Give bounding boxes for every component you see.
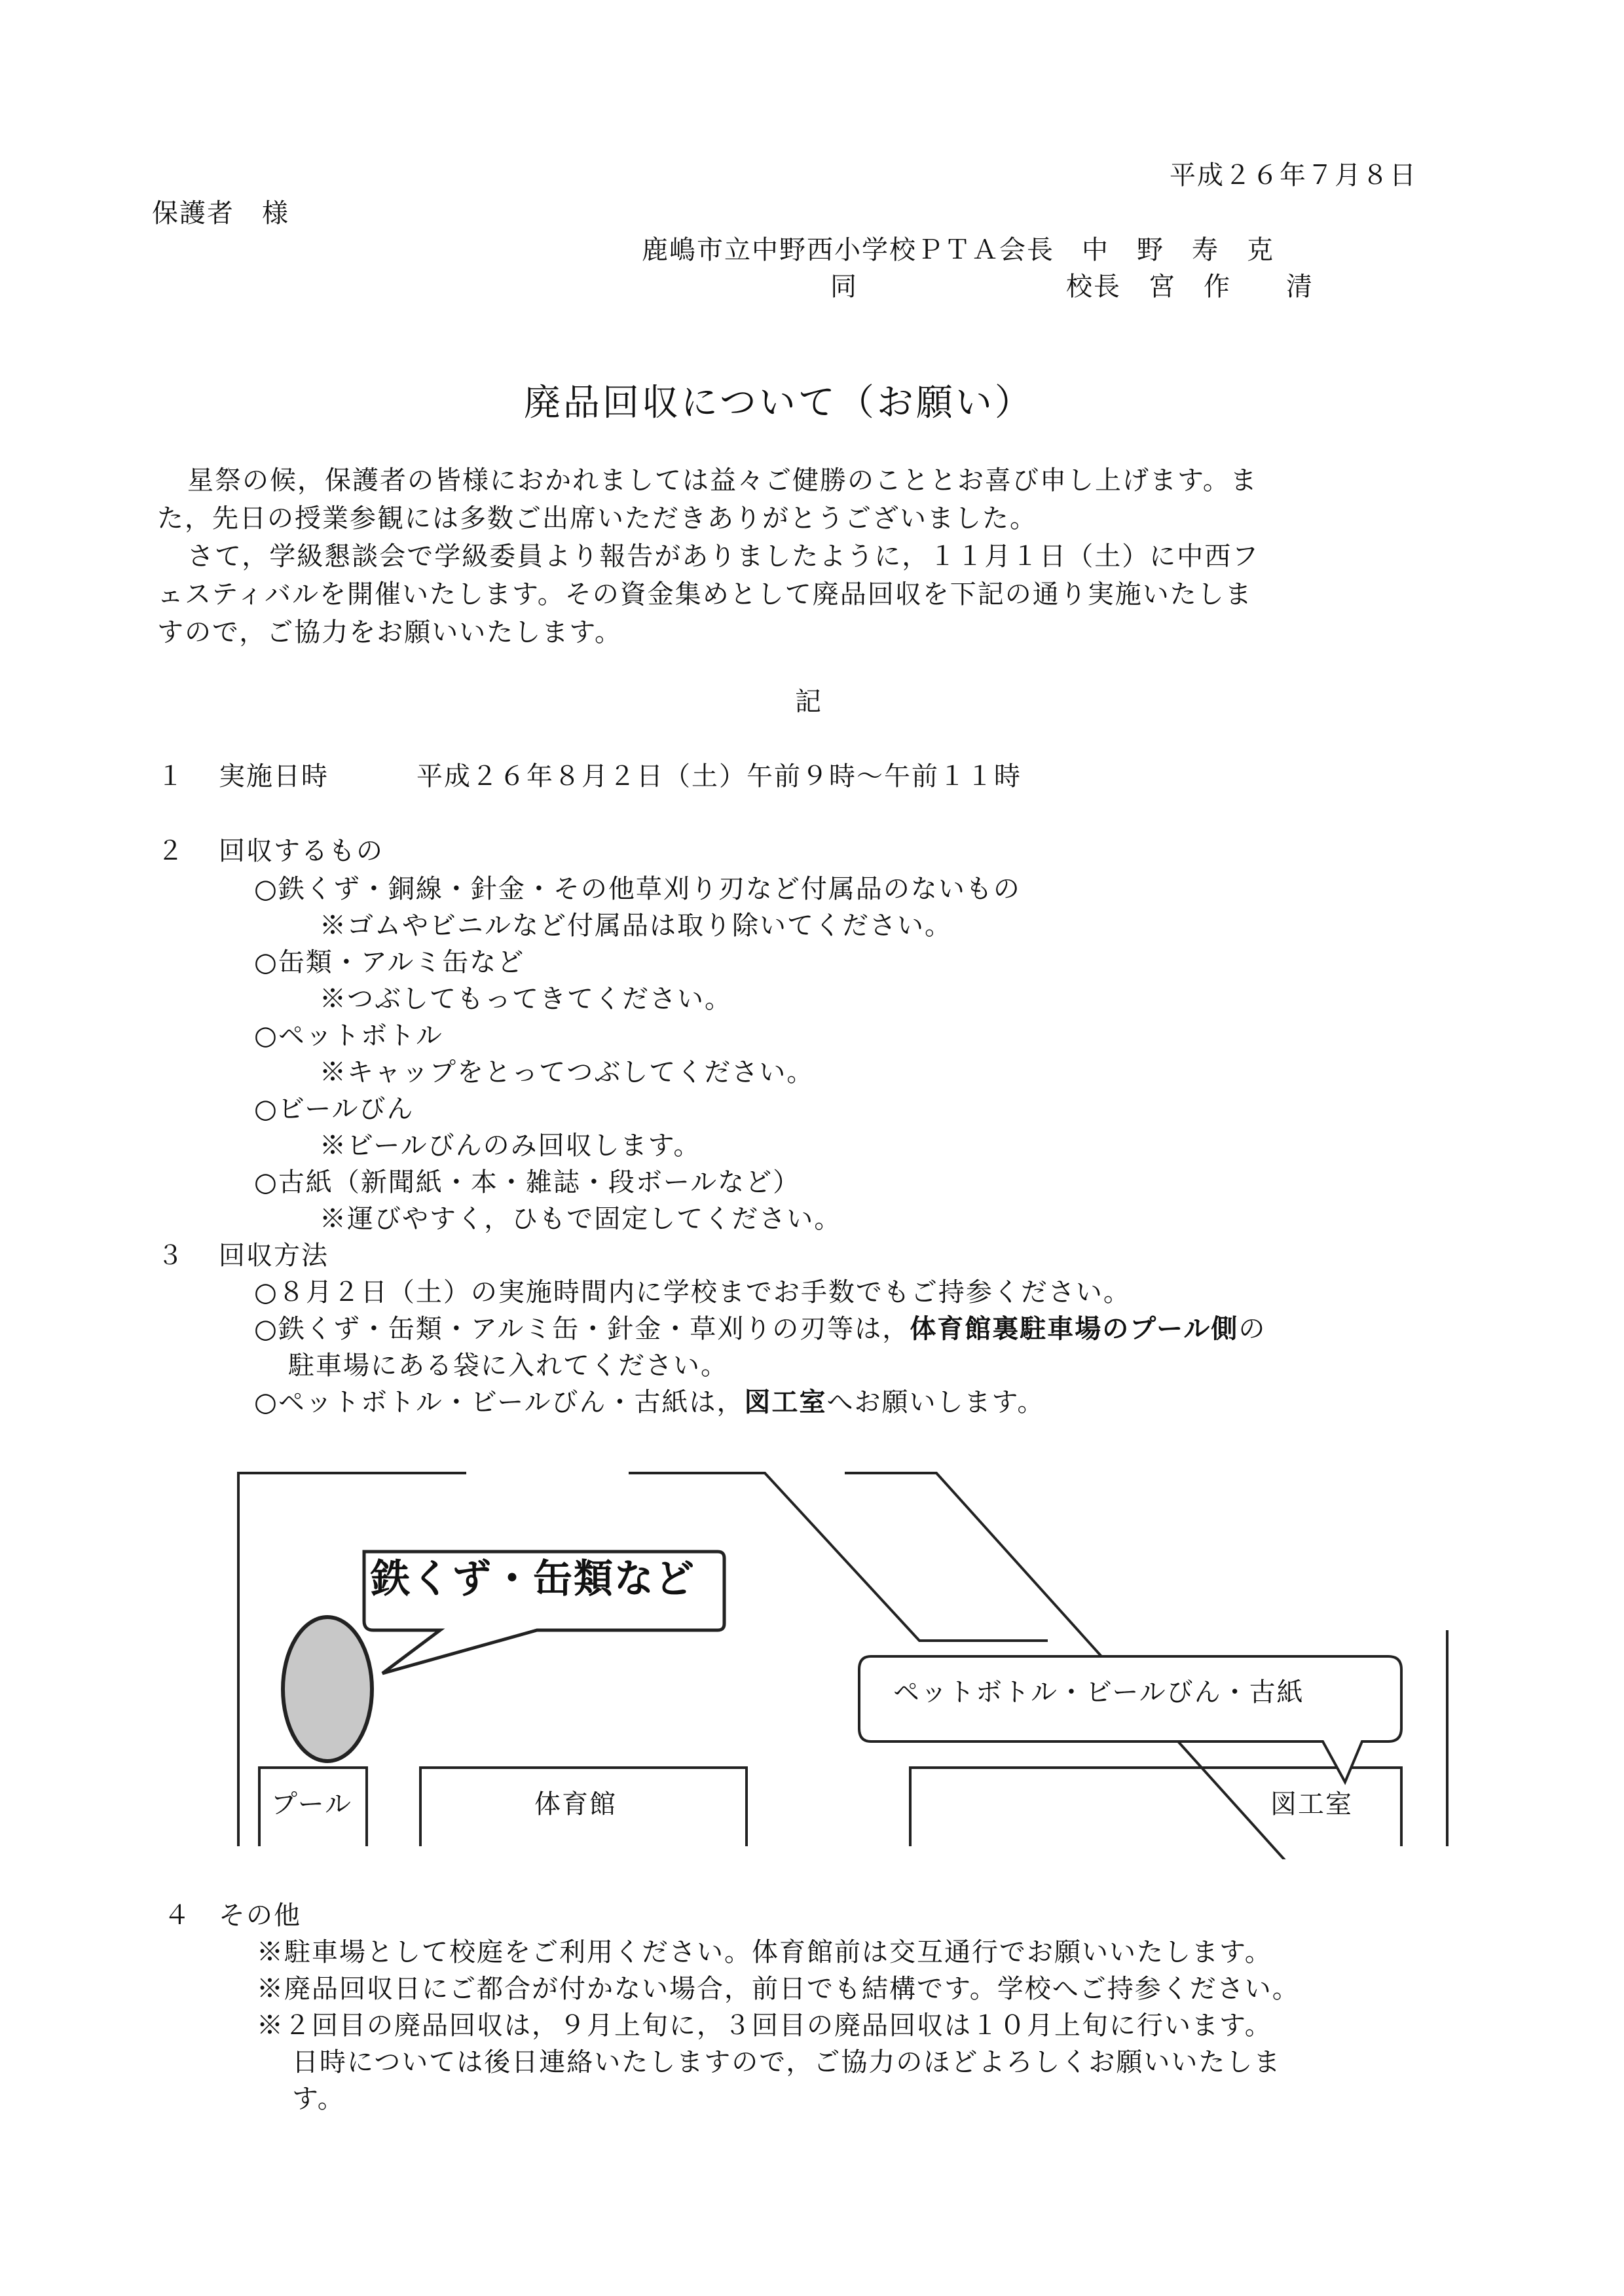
other-note1: ※駐車場として校庭をご利用ください。体育館前は交互通行でお願いいたします。 bbox=[257, 1937, 1272, 1967]
other-note2: ※廃品回収日にご都合が付かない場合，前日でも結構です。学校へご持参ください。 bbox=[257, 1974, 1300, 2004]
collect-note-cans: ※つぶしてもってきてください。 bbox=[320, 984, 732, 1014]
addressee: 保護者 様 bbox=[152, 198, 289, 228]
method-line1: ○８月２日（土）の実施時間内に学校までお手数でもご持参ください。 bbox=[254, 1277, 1131, 1307]
sender-pta-president: 鹿嶋市立中野西小学校ＰＴＡ会長 中 野 寿 克 bbox=[642, 235, 1274, 265]
map-label-art-room: 図工室 bbox=[1270, 1789, 1353, 1819]
section2-label: 回収するもの bbox=[219, 836, 384, 866]
collect-item-metal: ○鉄くず・銅線・針金・その他草刈り刃など付属品のないもの bbox=[254, 874, 1021, 904]
collect-note-pet: ※キャップをとってつぶしてください。 bbox=[320, 1057, 815, 1087]
section3-label: 回収方法 bbox=[219, 1241, 329, 1271]
other-note3-line2: 日時については後日連絡いたしますので，ご協力のほどよろしくお願いいたしま bbox=[292, 2047, 1282, 2077]
method-line3-emphasis: 図工室 bbox=[744, 1387, 827, 1417]
intro-p2-line1: さて，学級懇談会で学級委員より報告がありましたように，１１月１日（土）に中西フ bbox=[187, 541, 1260, 572]
section2-number: ２ bbox=[157, 836, 185, 866]
method-line2-pre: ○鉄くず・缶類・アルミ缶・針金・草刈りの刃等は， bbox=[254, 1314, 910, 1344]
collect-note-paper: ※運びやすく，ひもで固定してください。 bbox=[320, 1204, 842, 1234]
method-line3 bbox=[254, 1389, 1044, 1415]
section1-value: 平成２６年８月２日（土）午前９時～午前１１時 bbox=[416, 761, 1022, 792]
sender-same-mark: 同 bbox=[830, 272, 858, 302]
map-label-pool: プール bbox=[271, 1789, 352, 1819]
school-map-diagram bbox=[0, 1440, 1624, 1859]
method-line2-cont: 駐車場にある袋に入れてください。 bbox=[288, 1351, 728, 1381]
other-note3-line3: す。 bbox=[292, 2084, 345, 2114]
method-line2-post: の bbox=[1238, 1314, 1266, 1344]
section1-label: 実施日時 bbox=[219, 761, 329, 792]
map-callout-pet-label: ペットボトル・ビールびん・古紙 bbox=[893, 1677, 1304, 1707]
method-line3-post: へお願いします。 bbox=[826, 1387, 1045, 1417]
collect-item-cans: ○缶類・アルミ缶など bbox=[254, 947, 525, 977]
map-callout-metal-label: 鉄くず・缶類など bbox=[371, 1556, 695, 1602]
callout-pet-bubble bbox=[859, 1656, 1401, 1782]
collect-item-beer: ○ビールびん bbox=[254, 1094, 415, 1124]
intro-p2-line3: すので，ご協力をお願いいたします。 bbox=[157, 617, 622, 647]
method-line2 bbox=[254, 1313, 1266, 1344]
intro-p1-line2: た，先日の授業参観には多数ご出席いただきありがとうございました。 bbox=[157, 503, 1037, 534]
section4-number: ４ bbox=[164, 1901, 191, 1931]
ki-heading: 記 bbox=[795, 687, 822, 717]
intro-p2-line2: ェスティバルを開催いたします。その資金集めとして廃品回収を下記の通り実施いたしま bbox=[157, 579, 1253, 610]
section4-label: その他 bbox=[219, 1901, 301, 1931]
map-mask bbox=[1396, 1571, 1449, 1630]
other-note3-line1: ※２回目の廃品回収は，９月上旬に，３回目の廃品回収は１０月上旬に行います。 bbox=[257, 2011, 1272, 2041]
intro-p1-line1: 星祭の候，保護者の皆様におかれましては益々ご健勝のこととお喜び申し上げます。ま bbox=[187, 465, 1258, 496]
collect-item-paper: ○古紙（新聞紙・本・雑誌・段ボールなど） bbox=[254, 1167, 801, 1197]
collect-note-beer: ※ビールびんのみ回収します。 bbox=[320, 1131, 701, 1161]
sender-principal: 校長 宮 作 清 bbox=[1066, 272, 1314, 302]
map-label-gym: 体育館 bbox=[534, 1789, 617, 1819]
collection-spot-marker bbox=[283, 1617, 372, 1761]
section3-number: ３ bbox=[157, 1241, 185, 1271]
method-line3-pre: ○ペットボトル・ビールびん・古紙は， bbox=[254, 1387, 745, 1417]
issue-date: 平成２６年７月８日 bbox=[1170, 160, 1417, 191]
collect-item-pet: ○ペットボトル bbox=[254, 1021, 443, 1051]
method-line2-emphasis: 体育館裏駐車場のプール側 bbox=[910, 1313, 1239, 1344]
section1-number: １ bbox=[157, 761, 185, 792]
collect-note-metal: ※ゴムやビニルなど付属品は取り除いてください。 bbox=[320, 911, 952, 941]
page-title: 廃品回収について（お願い） bbox=[524, 382, 1034, 424]
